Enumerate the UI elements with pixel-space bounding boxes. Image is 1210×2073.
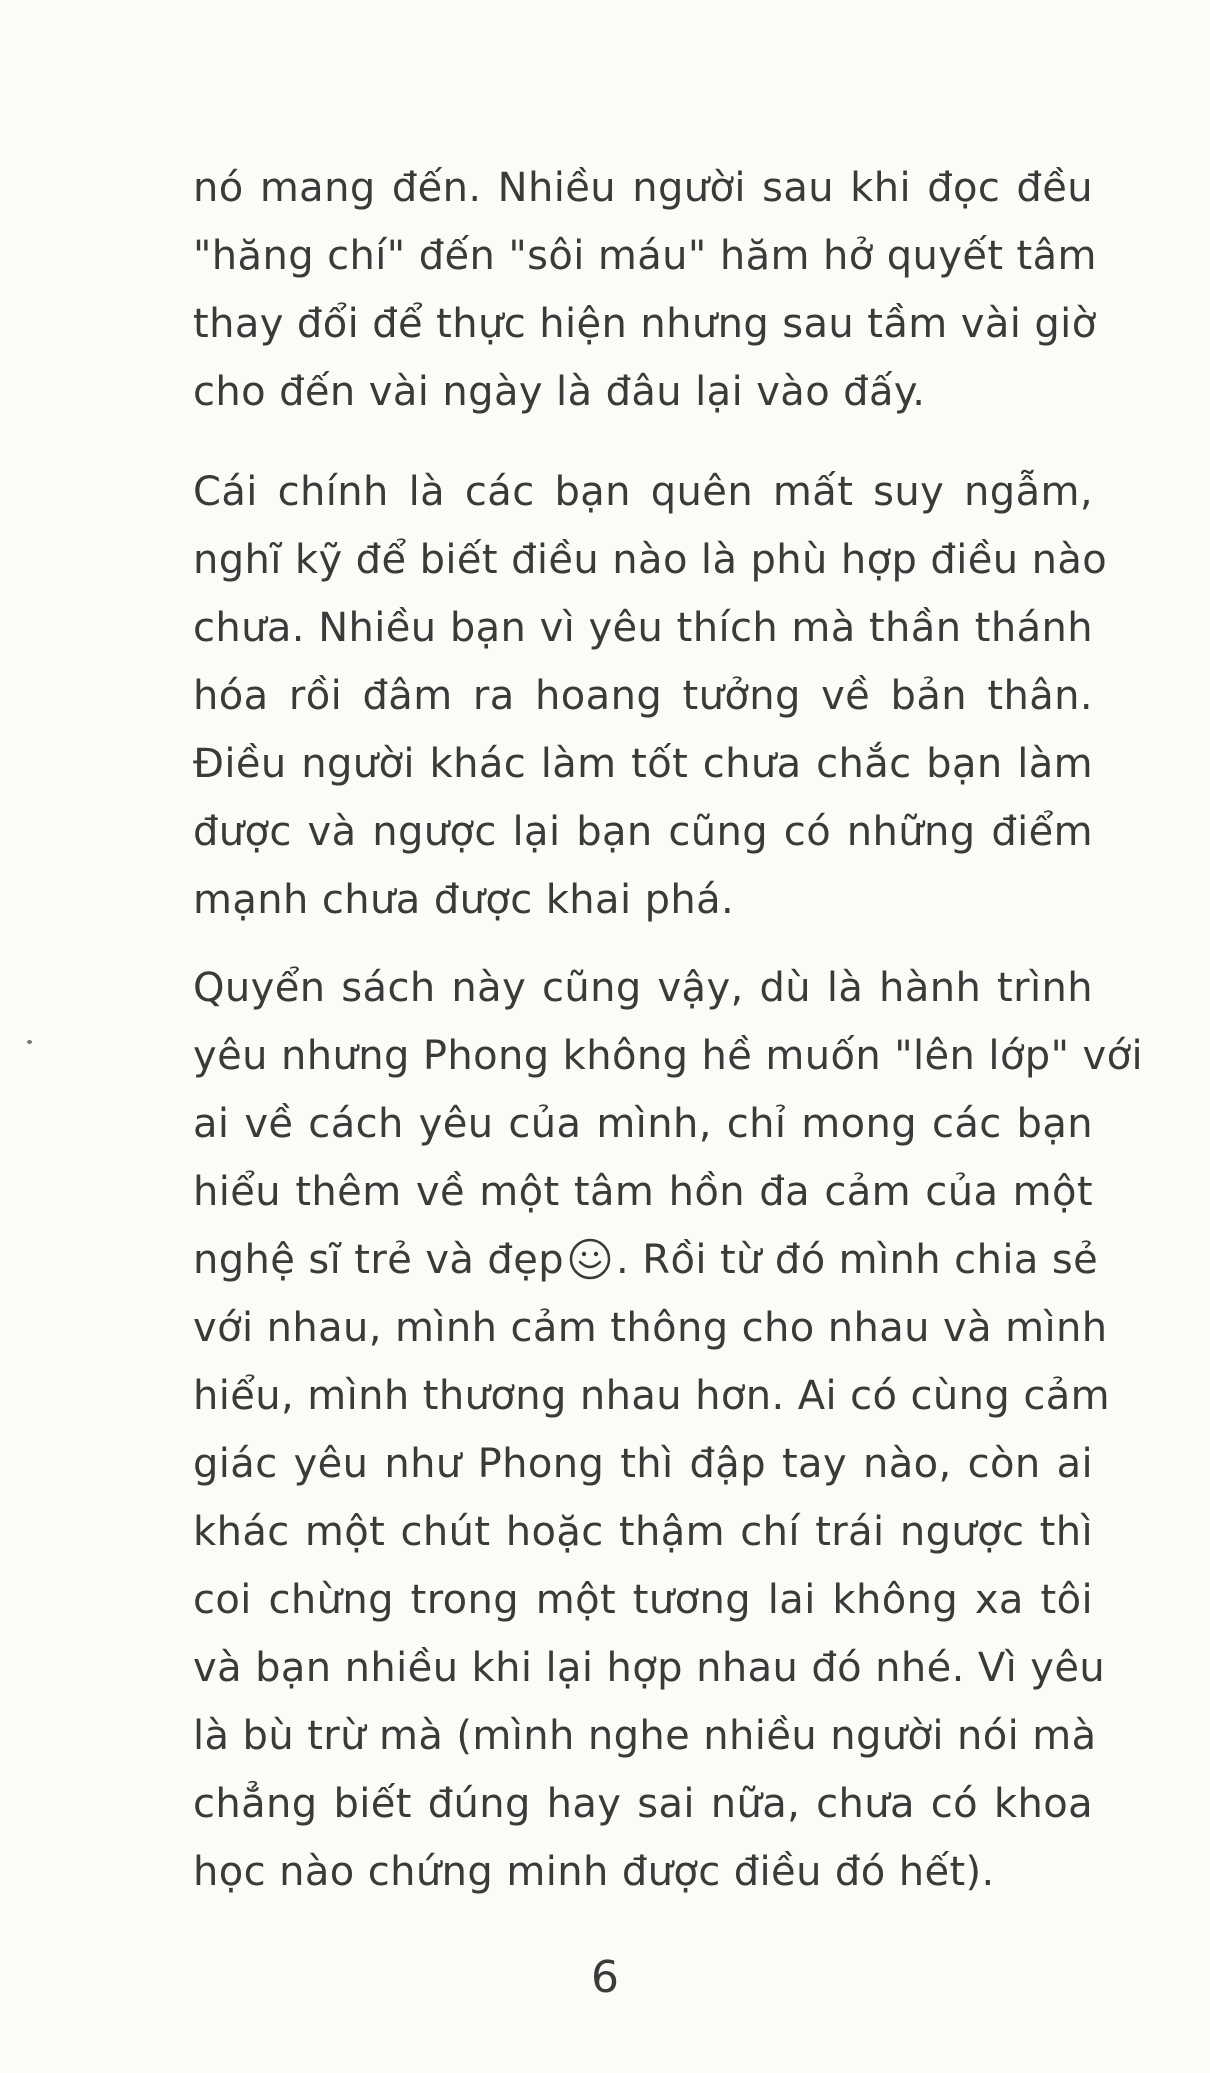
- text-line: nghĩ kỹ để biết điều nào là phù hợp điều nào: [193, 537, 1108, 583]
- text-line: yêu nhưng Phong không hề muốn "lên lớp" với: [193, 1033, 1143, 1079]
- text-line: nó mang đến. Nhiều người sau khi đọc đều: [193, 165, 1093, 211]
- text-line: hiểu, mình thương nhau hơn. Ai có cùng cảm: [193, 1373, 1110, 1419]
- text-line: coi chừng trong một tương lai không xa tôi: [193, 1577, 1093, 1623]
- paragraph-3: [193, 954, 1143, 1906]
- text-line-with-emoji: [193, 1226, 1099, 1294]
- text-line: chẳng biết đúng hay sai nữa, chưa có khoa: [193, 1781, 1093, 1827]
- text-line: hiểu thêm về một tâm hồn đa cảm của một: [193, 1169, 1093, 1215]
- text-segment: . Rồi từ đó mình chia sẻ: [616, 1237, 1099, 1283]
- text-line: và bạn nhiều khi lại hợp nhau đó nhé. Vì yêu: [193, 1645, 1106, 1691]
- text-line: cho đến vài ngày là đâu lại vào đấy.: [193, 369, 926, 415]
- text-segment: nghệ sĩ trẻ và đẹp: [193, 1237, 565, 1283]
- paragraph-2: [193, 458, 1108, 934]
- text-line: học nào chứng minh được điều đó hết).: [193, 1849, 995, 1895]
- text-line: "hăng chí" đến "sôi máu" hăm hở quyết tâm: [193, 233, 1097, 279]
- smiley-face-icon: [568, 1234, 612, 1278]
- text-line: thay đổi để thực hiện nhưng sau tầm vài giờ: [193, 301, 1097, 347]
- text-line: Điều người khác làm tốt chưa chắc bạn làm: [193, 741, 1093, 787]
- text-line: chưa. Nhiều bạn vì yêu thích mà thần thánh: [193, 605, 1093, 651]
- paragraph-1: [193, 154, 1097, 426]
- text-line: Cái chính là các bạn quên mất suy ngẫm,: [193, 469, 1093, 515]
- text-line: giác yêu như Phong thì đập tay nào, còn ai: [193, 1441, 1093, 1487]
- page-number: 6: [591, 1952, 619, 2003]
- text-line: ai về cách yêu của mình, chỉ mong các bạn: [193, 1101, 1093, 1147]
- text-line: mạnh chưa được khai phá.: [193, 877, 735, 923]
- text-line: Quyển sách này cũng vậy, dù là hành trình: [193, 965, 1093, 1011]
- text-line: với nhau, mình cảm thông cho nhau và mình: [193, 1305, 1108, 1351]
- text-line: được và ngược lại bạn cũng có những điểm: [193, 809, 1093, 855]
- text-line: khác một chút hoặc thậm chí trái ngược thì: [193, 1509, 1093, 1555]
- text-line: hóa rồi đâm ra hoang tưởng về bản thân.: [193, 673, 1093, 719]
- paper-speck: [27, 1040, 32, 1044]
- text-line: là bù trừ mà (mình nghe nhiều người nói mà: [193, 1713, 1097, 1759]
